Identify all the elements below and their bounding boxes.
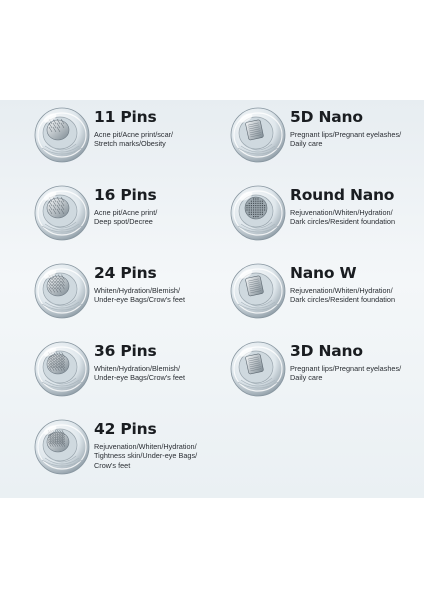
cartridge-item-5d-nano [228, 104, 424, 176]
cartridge-item-16-pins [32, 182, 242, 254]
description-line: Acne pit/Acne print/ [94, 208, 158, 217]
cartridge-16-pins-icon [32, 182, 92, 242]
description-line: Deep spot/Decree [94, 217, 153, 227]
cartridge-description [290, 208, 395, 227]
cartridge-title: 36 Pins [94, 342, 157, 360]
cartridge-title: 5D Nano [290, 108, 363, 126]
cartridge-description [94, 442, 197, 470]
cartridge-title: 16 Pins [94, 186, 157, 204]
cartridge-item-24-pins [32, 260, 242, 332]
description-line: Pregnant lips/Pregnant eyelashes/ [290, 130, 402, 139]
cartridge-title: Nano W [290, 264, 357, 282]
cartridge-title: Round Nano [290, 186, 395, 204]
description-line: Daily care [290, 139, 323, 149]
cartridge-24-pins-icon [32, 260, 92, 320]
cartridge-title: 3D Nano [290, 342, 363, 360]
product-panel [0, 100, 424, 498]
cartridge-item-36-pins [32, 338, 242, 410]
description-line: Rejuvenation/Whiten/Hydration/ [94, 442, 197, 451]
cartridge-description [290, 286, 395, 305]
cartridge-description [94, 286, 185, 305]
cartridge-description [94, 130, 173, 149]
description-line: Dark circles/Resident foundation [290, 217, 396, 227]
cartridge-title: 42 Pins [94, 420, 157, 438]
description-line: Daily care [290, 373, 323, 383]
cartridge-nano-w-icon [228, 260, 288, 320]
cartridge-description [94, 208, 157, 227]
description-line: Under-eye Bags/Crow's feet [94, 373, 186, 383]
cartridge-3d-nano-icon [228, 338, 288, 398]
cartridge-5d-nano-icon [228, 104, 288, 164]
cartridge-item-nano-w [228, 260, 424, 332]
cartridge-36-pins-icon [32, 338, 92, 398]
cartridge-item-round-nano [228, 182, 424, 254]
description-line: Rejuvenation/Whiten/Hydration/ [290, 286, 393, 295]
description-line: Pregnant lips/Pregnant eyelashes/ [290, 364, 402, 373]
description-line: Under-eye Bags/Crow's feet [94, 295, 186, 305]
description-line: Tightness skin/Under-eye Bags/ [94, 451, 198, 461]
cartridge-round-nano-icon [228, 182, 288, 242]
cartridge-description [290, 130, 401, 149]
description-line: Dark circles/Resident foundation [290, 295, 396, 305]
description-line: Rejuvenation/Whiten/Hydration/ [290, 208, 393, 217]
description-line: Crow's feet [94, 460, 131, 470]
description-line: Whiten/Hydration/Blemish/ [94, 364, 180, 373]
cartridge-item-11-pins [32, 104, 242, 176]
cartridge-title: 11 Pins [94, 108, 157, 126]
description-line: Stretch marks/Obesity [94, 139, 166, 149]
description-line: Acne pit/Acne print/scar/ [94, 130, 174, 139]
cartridge-42-pins-icon [32, 416, 92, 476]
cartridge-description [94, 364, 185, 383]
cartridge-item-42-pins [32, 416, 242, 488]
cartridge-description [290, 364, 401, 383]
cartridge-title: 24 Pins [94, 264, 157, 282]
cartridge-item-3d-nano [228, 338, 424, 410]
description-line: Whiten/Hydration/Blemish/ [94, 286, 180, 295]
cartridge-11-pins-icon [32, 104, 92, 164]
